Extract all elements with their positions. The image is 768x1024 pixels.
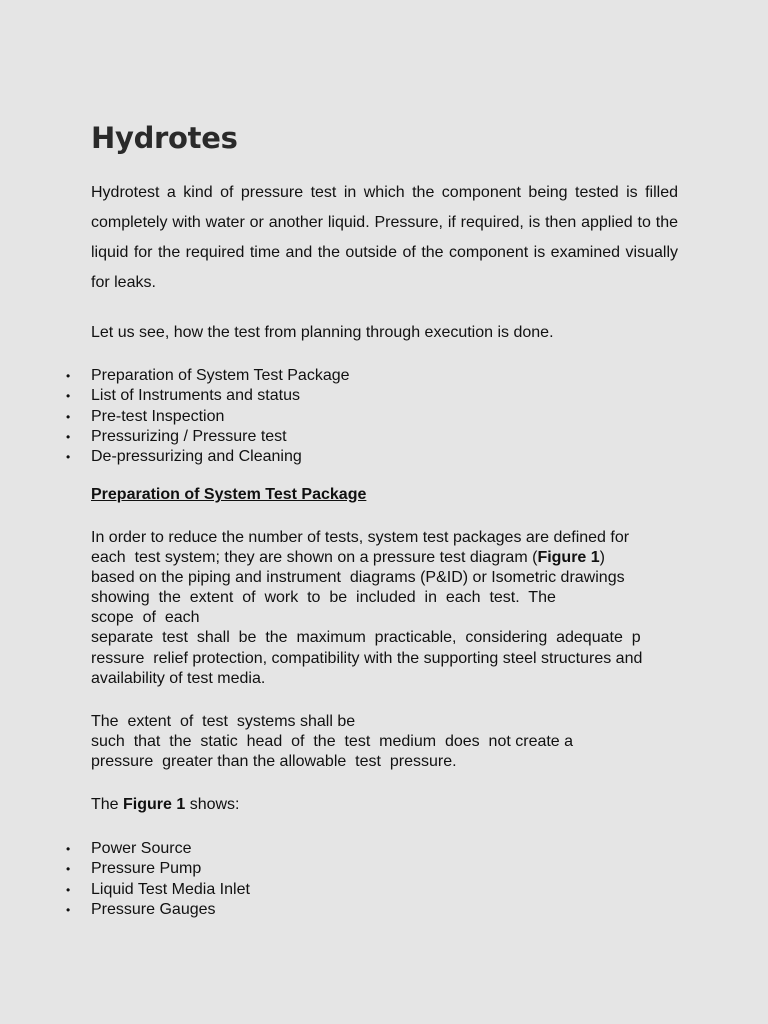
figure-intro <box>91 795 240 815</box>
section-heading: Preparation of System Test Package <box>91 486 367 503</box>
figure-items-list <box>91 839 250 920</box>
list-item: • List of Instruments and status <box>91 386 350 406</box>
list-item: • Power Source <box>91 839 250 859</box>
paragraph-line: ressure relief protection, compatibility with the supporting steel structures and <box>91 649 643 667</box>
paragraph-line: based on the piping and instrument diagrams (P&ID) or Isometric drawings <box>91 569 625 587</box>
list-item: • Pressure Pump <box>91 859 250 879</box>
text-run: shows: <box>185 796 240 813</box>
page-title: Hydrotes <box>91 121 238 155</box>
list-item: • Liquid Test Media Inlet <box>91 880 250 900</box>
text-run: each test system; they are shown on a pressure test diagram ( <box>91 549 538 567</box>
test-package-paragraph <box>91 528 681 689</box>
paragraph-line: The extent of test systems shall be <box>91 713 356 730</box>
paragraph-line: separate test shall be the maximum practicable, considering adequate p <box>91 629 641 647</box>
paragraph-line: scope of each <box>91 609 200 627</box>
list-item: • Pressure Gauges <box>91 900 250 920</box>
list-item: • Pre-test Inspection <box>91 407 350 427</box>
paragraph-line: availability of test media. <box>91 669 266 687</box>
list-item: • Pressurizing / Pressure test <box>91 427 350 447</box>
steps-list <box>91 366 350 467</box>
paragraph-line <box>91 548 681 568</box>
text-run: The <box>91 796 124 813</box>
intro-paragraph: Hydrotest a kind of pressure test in which the component being tested is filled completely with water or another liquid. Pressure, if required, is then applied to the liquid for the required time and the outside of the component is examined visually for leaks. <box>91 184 678 291</box>
list-item: • Preparation of System Test Package <box>91 366 350 386</box>
paragraph-line: showing the extent of work to be included in each test. The <box>91 589 556 607</box>
paragraph-line: such that the static head of the test medium does not create a <box>91 733 574 751</box>
figure-reference: Figure 1 <box>537 549 600 567</box>
figure-reference: Figure 1 <box>123 796 186 813</box>
paragraph-line: In order to reduce the number of tests, system test packages are defined for <box>91 529 630 546</box>
test-extent-paragraph <box>91 712 681 772</box>
paragraph-line: pressure greater than the allowable test pressure. <box>91 753 457 771</box>
list-item: • De-pressurizing and Cleaning <box>91 447 350 467</box>
lead-sentence: Let us see, how the test from planning through execution is done. <box>91 324 554 341</box>
text-run: ) <box>599 549 605 567</box>
